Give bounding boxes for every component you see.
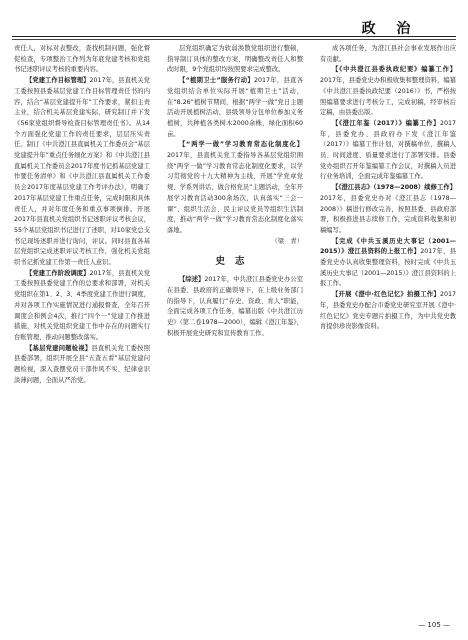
entry-paragraph — [167, 140, 303, 236]
section-heading: 史志 — [215, 256, 255, 268]
entry-heading: 【党建工作目标管理】 — [26, 77, 90, 85]
entry-body: 2017年，县直机关党工委按照县委基层党建工作目标管理责任书的内容，结合“基层党建提升年”工作要求，紧扣主责主业，结合机关基层党建实际，研究制订并下发《56家党组织督导检查目标管理责任书》。从14个方面强化党建工作的责任要求，层层压实责任。制订《中共澄江县直属机关工作委员会“基层党建提升年”重点任务细化方案》和《中共澄江县直属机关工作委员会2017年度书记抓基层党建工作要任务清单》和《中共澄江县直属机关工作委员会2017年度基层党建工作考评办法》，明确了2017年基层党建工作重点任务，完成时限和具体责任人，并对年度任务和重点事项倒排。开展2017年县直机关党组织书记述职评议考核会议，55个基层党组织书记进行了述职，对10家党总支书记现场述职并进行询问，评议。同时县直各基层党组织完成述职评议考核工作，强化机关党组织书记抓党建工作第一责任人意识。 — [14, 77, 150, 267]
entry-paragraph — [14, 269, 150, 344]
body-paragraph: 责任人，对标对表整改，查找机制问题，强化督促检查，专项整治工作列为年底党建考核和党组书记述职评议考核的重要内容。 — [14, 45, 150, 74]
header-rule-thin — [12, 39, 456, 40]
entry-heading: 【开展《澄中·红色记忆》拍摄工作】 — [332, 291, 440, 299]
entry-heading: 【综述】 — [179, 276, 205, 284]
entry-body: 2017年，县委党办、县政府办下发《澄江年鉴（2017）》编纂工作计划，对撰稿单位、撰稿人员、时间进度、质量要求进行了部署安排。县委党办组织召开年鉴编纂工作会议，对撰稿人员进行业务培训，全面完成年鉴编纂工作。 — [320, 119, 456, 181]
text-column-2 — [167, 44, 303, 619]
entry-heading: 【《澄江县志》（1978—2008）续修工作】 — [332, 184, 456, 192]
entry-paragraph — [320, 183, 456, 237]
entry-body: 2017年，县委党史办积极收集和整理资料，编纂《中共澄江县委执政纪要（2016）》书，严格按照编纂要求进行考核分工，完成初稿，经审核后定稿，由县委出版。 — [320, 77, 456, 117]
entry-paragraph — [14, 344, 150, 387]
entry-body: 2017年，县直机关党工委指导各基层党组织围绕“两学一做”学习教育常态化制度化要求，以学习贯彻党的十九大精神为主线，开展“学党章党规、学系列讲话，做合格党员”主题活动，全年开展学习教育活动300余场次，认真落实“三会一课”、组织生活会、民主评议党员等组织生活制度，推动“两学一做”学习教育常态化制度化落实落地。 — [167, 152, 303, 234]
entry-body: 2017年，县委党史办配合市委党史研究室开展《澄中·红色记忆》党史专题片拍摄工作，为中共党史教育提供珍贵影像资料。 — [320, 291, 456, 331]
entry-body: 县直机关党工委按照县委部署，组织开展全县“五查五看”基层党建问题检视，深入查摆党员干部作风不实、纪律意识淡薄问题，全面从严治党。 — [14, 344, 150, 384]
entry-paragraph — [167, 76, 303, 140]
entry-body: 2017年，中共澄江县委党史办公室在县委、县政府的正确领导下，在上级业务部门的指导下，认真履行“存史、资政、育人”职能，全面完成各项工作任务，编纂出版《中共澄江历史》（第二卷1978—2000），编辑《澄江年鉴》，积极开展党史研究和宣传教育工作。 — [167, 276, 303, 337]
text-column-1 — [14, 44, 150, 619]
entry-paragraph — [320, 65, 456, 119]
entry-paragraph — [14, 76, 150, 269]
entry-body: 2017年，县直机关党工委按照县委党建工作的总要求和部署，对机关党组织在第1、2、3、4季度党建工作进行调度，并对各项工作实施情况进行通报督查，全年召开调度会和例会4次，推行“四个一”党建工作推进措施，对机关党组织党建工作中存在的问题实行台账管理，推动问题整改落实。 — [14, 269, 150, 341]
entry-heading: 【《澄江年鉴（2017）》编纂工作】 — [332, 119, 440, 127]
body-paragraph: 成各项任务，为澄江县社会事业发展作出应有贡献。 — [320, 45, 456, 63]
entry-paragraph — [320, 290, 456, 333]
header-rule — [12, 36, 456, 37]
entry-heading: 【“两学一做”学习教育常态化制度化】 — [179, 141, 303, 149]
author-attribution: （梁 青） — [271, 237, 303, 245]
entry-body: 2017年，县委党史办认真收集整理资料，按时完成《中共玉溪历史大事记（2001—2015）》澄江县资料的上报工作。 — [320, 248, 456, 288]
page-number: — 105 — — [418, 621, 450, 629]
entry-paragraph — [167, 275, 303, 339]
entry-paragraph — [320, 119, 456, 183]
entry-body: 2017年，县直各党组织结合单位实际开展“植期卫士”活动，在“8.26”植树节期间，根据“两学一做”党日主题活动开展植树活动，县级领导分包单位参加义务植树，共种植各类树木2000余株，绿化面积60亩。 — [167, 77, 303, 138]
entry-heading: 【“植期卫士”服务行动】 — [179, 77, 254, 85]
body-paragraph: 层党组织确定为软弱涣散党组织进行整顿，指导制订具体的整改方案，明确整改责任人和整改时限，9个党组织均按照要求完成整改。 — [167, 45, 303, 74]
entry-heading: 【《中共澄江县委执政纪要》编纂工作】 — [332, 66, 456, 74]
entry-body: 2017年，县委党史办对《澄江县志（1978—2008）》稿进行修改完善，按照县委、县政府部署，积极推进县志续修工作，完成资料收集和初稿编写。 — [320, 194, 456, 234]
text-column-3 — [320, 44, 456, 619]
entry-heading: 【党建工作阶段调度】 — [26, 269, 90, 277]
page-header-title: 政 治 — [361, 21, 419, 37]
entry-heading: 【基层党建问题检视】 — [26, 344, 92, 352]
entry-heading: 【完成《中共玉溪历史大事记（2001—2015）》澄江县资料的上报工作】 — [320, 237, 456, 256]
entry-paragraph — [320, 237, 456, 291]
